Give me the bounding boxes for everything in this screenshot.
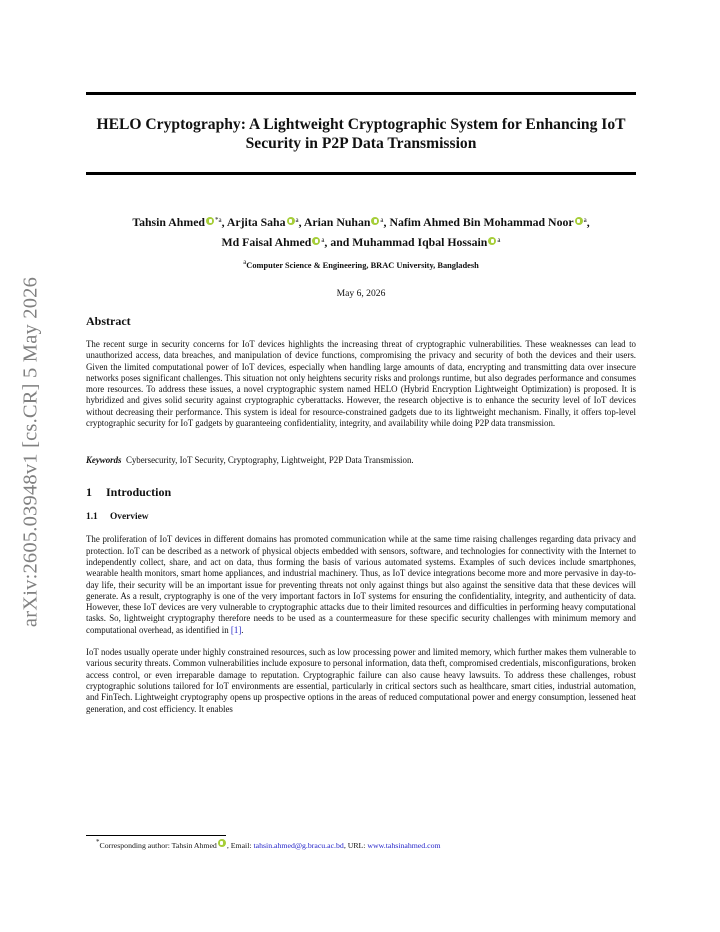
orcid-icon[interactable] — [287, 217, 295, 225]
author: Md Faisal Ahmed $^a$, and — [221, 235, 353, 249]
author: Arjita Saha $^a$, — [226, 215, 304, 229]
paper-page — [86, 92, 636, 715]
orcid-icon[interactable] — [206, 217, 214, 225]
affiliation: $^a$Computer Science & Engineering, BRAC University, Bangladesh — [243, 258, 479, 270]
orcid-icon[interactable] — [488, 237, 496, 245]
footnote: *Corresponding author: Tahsin Ahmed , Email: tahsin.ahmed@g.bracu.ac.bd, URL: www.tahsinahmed.com — [96, 838, 441, 850]
author: Nafim Ahmed Bin Mohammad Noor $^a$, — [389, 215, 590, 229]
author: Muhammad Iqbal Hossain $^a$ — [352, 235, 501, 249]
arxiv-sidebar-stamp — [16, 252, 46, 652]
section-heading: 1 Introduction — [86, 485, 172, 500]
intro-paragraph: IoT nodes usually operate under highly constrained resources, such as low processing power and limited memory, which further makes them vulnerable to various security threats. Common vulnerabilities include exposure to personal information, data theft, compromised credentials, misconfigurations, broken access control, or even irreparable damage to reputation. Cryptographic failure can also cause heavy lawsuits. To address these challenges, robust cryptographic solutions tailored for IoT environments are essential, particularly in critical sectors such as healthcare, smart cities, industrial automation, and FinTech. Lightweight cryptography opens up prospective options in the areas of reduced computational power and energy consumption, lessened heat generation, and cost efficiency. It enables — [86, 647, 636, 714]
author: Arian Nuhan $^a$, — [303, 215, 390, 229]
abstract-text: The recent surge in security concerns for IoT devices highlights the increasing threat of cryptographic vulnerabilities. These weaknesses can lead to unauthorized access, data breaches, and manipulation of device functions, compromising the privacy and security of both the devices and their users. Given the limited computational power of IoT devices, especially when handling large amounts of data, encrypting and transmitting data over insecure networks poses significant challenges. This situation not only heightens security risks and prolongs runtime, but also degrades performance and consumes more resources. To address these issues, a novel cryptographic system named HELO (Hybrid Encryption Lightweight Optimization) is proposed. It is hybridized and gives solid security against cryptographic cyberattacks. However, the research objective is to enhance the security level of IoT devices without decreasing their performance. This system is ideal for resource-constrained gadgets due to its lightweight mechanism. Finally, it offers top-level cryptographic security for IoT gadgets by guaranteeing confidentiality, integrity, and availability while doing P2P data transmission. — [86, 339, 636, 429]
intro-paragraph: The proliferation of IoT devices in different domains has promoted communication while at the same time raising challenges regarding data privacy and protection. IoT can be described as a network of physical objects embedded with sensors, software, and technologies for connectivity with the Internet to independently collect, share, and act on data, thus forming the basis of various automated systems. Examples of such devices include smartphones, wearable health monitors, smart home appliances, and industrial machinery. Thus, as IoT device integrations become more and more pervasive in day-to-day life, their security will be an important issue for preventing threats not only against things but also against the sensitive data that these devices will generate. As a result, cryptography is one of the very important factors in IoT systems for ensuring the confidentiality, integrity, and authenticity of data. However, these IoT devices are very vulnerable to cryptographic attacks due to their limited resources and difficulties in performing heavy computational tasks. So, lightweight cryptography therefore needs to be used as a countermeasure for these specific security challenges with minimum memory and computational overhead, as identified in [1]. — [86, 534, 636, 635]
footnote-rule — [86, 835, 226, 836]
author: Tahsin Ahmed $^{*a}$, — [132, 215, 227, 229]
subsection-heading: 1.1 Overview — [86, 512, 149, 523]
paper-date: May 6, 2026 — [336, 288, 386, 299]
email-link[interactable]: tahsin.ahmed@g.bracu.ac.bd — [253, 841, 344, 850]
url-link[interactable]: www.tahsinahmed.com — [367, 841, 441, 850]
orcid-icon[interactable] — [575, 217, 583, 225]
orcid-icon[interactable] — [371, 217, 379, 225]
orcid-icon[interactable] — [218, 839, 226, 847]
abstract-heading: Abstract — [86, 314, 131, 328]
keywords — [86, 455, 636, 465]
citation-link[interactable]: [1] — [230, 624, 242, 635]
author-list — [86, 211, 636, 251]
keywords-label: Keywords — [86, 455, 122, 466]
paper-title: HELO Cryptography: A Lightweight Cryptographic System for Enhancing IoT Security in P2P Data Transmission — [96, 116, 626, 152]
title-top-rule — [86, 92, 636, 95]
keywords-text: Cybersecurity, IoT Security, Cryptography, Lightweight, P2P Data Transmission. — [125, 455, 414, 466]
arxiv-id: arXiv:2605.03948v1 [cs.CR] 5 May 2026 — [19, 276, 42, 628]
orcid-icon[interactable] — [312, 237, 320, 245]
title-bottom-rule — [86, 172, 636, 175]
